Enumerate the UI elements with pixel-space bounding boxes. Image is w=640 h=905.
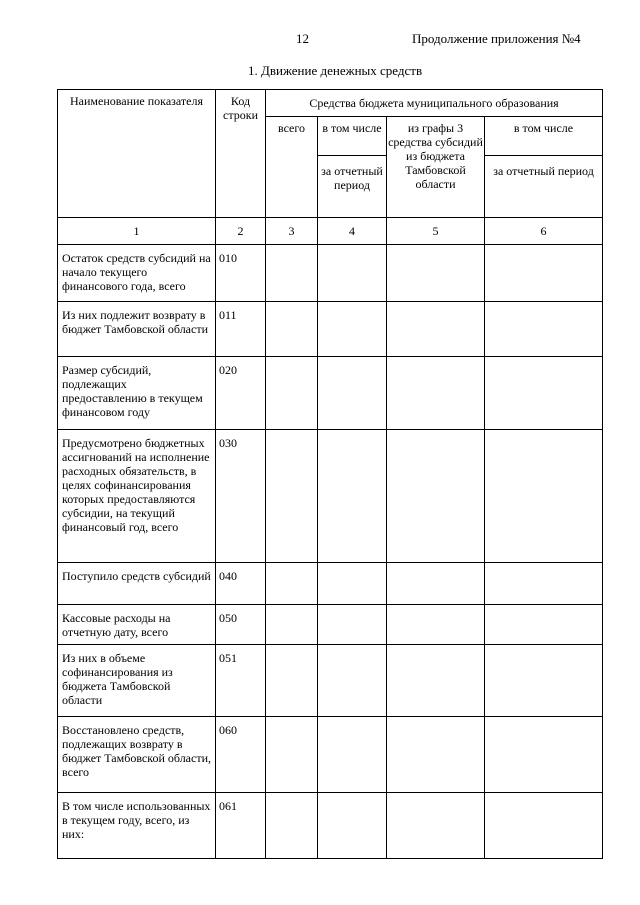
value-cell[interactable]	[266, 245, 318, 302]
value-cell[interactable]	[318, 717, 387, 793]
header-total: всего	[266, 117, 318, 218]
column-number: 5	[387, 218, 485, 245]
section-title: 1. Движение денежных средств	[248, 63, 423, 78]
indicator-name: Поступило средств субсидий	[58, 563, 216, 605]
appendix-continuation-label: Продолжение приложения №4	[412, 31, 581, 46]
value-cell[interactable]	[318, 793, 387, 859]
table-row	[58, 563, 603, 605]
table-row	[58, 357, 603, 430]
value-cell[interactable]	[318, 302, 387, 357]
row-code: 040	[216, 563, 266, 605]
page-number: 12	[296, 31, 309, 46]
value-cell[interactable]	[318, 245, 387, 302]
value-cell[interactable]	[387, 245, 485, 302]
value-cell[interactable]	[266, 563, 318, 605]
table-row	[58, 645, 603, 717]
column-number: 2	[216, 218, 266, 245]
header-municipal-budget-funds: Средства бюджета муниципального образования	[266, 90, 603, 117]
column-number: 6	[485, 218, 603, 245]
cash-flow-table	[57, 89, 603, 859]
table-row	[58, 430, 603, 563]
row-code: 010	[216, 245, 266, 302]
value-cell[interactable]	[485, 717, 603, 793]
value-cell[interactable]	[266, 302, 318, 357]
row-code: 061	[216, 793, 266, 859]
row-code: 011	[216, 302, 266, 357]
header-reporting-period-right: за отчетный период	[485, 156, 603, 218]
value-cell[interactable]	[387, 563, 485, 605]
value-cell[interactable]	[387, 605, 485, 645]
header-reporting-period: за отчетный период	[318, 156, 387, 218]
value-cell[interactable]	[387, 717, 485, 793]
value-cell[interactable]	[387, 793, 485, 859]
value-cell[interactable]	[485, 645, 603, 717]
column-number: 1	[58, 218, 216, 245]
value-cell[interactable]	[266, 717, 318, 793]
value-cell[interactable]	[387, 645, 485, 717]
indicator-name: В том числе использованных в текущем году, всего, из них:	[58, 793, 216, 859]
value-cell[interactable]	[485, 563, 603, 605]
table-row	[58, 245, 603, 302]
value-cell[interactable]	[318, 357, 387, 430]
header-including-right: в том числе	[485, 117, 603, 156]
value-cell[interactable]	[266, 793, 318, 859]
row-code: 051	[216, 645, 266, 717]
value-cell[interactable]	[266, 605, 318, 645]
row-code: 020	[216, 357, 266, 430]
value-cell[interactable]	[318, 563, 387, 605]
indicator-name: Кассовые расходы на отчетную дату, всего	[58, 605, 216, 645]
value-cell[interactable]	[266, 430, 318, 563]
column-number-row	[58, 218, 603, 245]
value-cell[interactable]	[485, 793, 603, 859]
value-cell[interactable]	[318, 645, 387, 717]
value-cell[interactable]	[266, 645, 318, 717]
value-cell[interactable]	[485, 357, 603, 430]
header-including: в том числе	[318, 117, 387, 156]
value-cell[interactable]	[387, 357, 485, 430]
value-cell[interactable]	[485, 302, 603, 357]
value-cell[interactable]	[387, 302, 485, 357]
value-cell[interactable]	[485, 245, 603, 302]
table-row	[58, 605, 603, 645]
value-cell[interactable]	[266, 357, 318, 430]
header-indicator-name: Наименование показателя	[58, 90, 216, 218]
indicator-name: Из них в объеме софинансирования из бюджета Тамбовской области	[58, 645, 216, 717]
value-cell[interactable]	[387, 430, 485, 563]
row-code: 030	[216, 430, 266, 563]
row-code: 060	[216, 717, 266, 793]
indicator-name: Предусмотрено бюджетных ассигнований на исполнение расходных обязательств, в целях софинансирования которых предоставляются субсидии, на текущий финансовый год, всего	[58, 430, 216, 563]
indicator-name: Восстановлено средств, подлежащих возврату в бюджет Тамбовской области, всего	[58, 717, 216, 793]
column-number: 3	[266, 218, 318, 245]
table-row	[58, 717, 603, 793]
header-row-code: Код строки	[216, 90, 266, 218]
column-number: 4	[318, 218, 387, 245]
value-cell[interactable]	[318, 430, 387, 563]
indicator-name: Размер субсидий, подлежащих предоставлению в текущем финансовом году	[58, 357, 216, 430]
header-regional-subsidies: из графы 3 средства субсидий из бюджета Тамбовской области	[387, 117, 485, 218]
table-row	[58, 302, 603, 357]
table-row	[58, 793, 603, 859]
value-cell[interactable]	[318, 605, 387, 645]
value-cell[interactable]	[485, 430, 603, 563]
indicator-name: Из них подлежит возврату в бюджет Тамбовской области	[58, 302, 216, 357]
row-code: 050	[216, 605, 266, 645]
indicator-name: Остаток средств субсидий на начало текущего финансового года, всего	[58, 245, 216, 302]
value-cell[interactable]	[485, 605, 603, 645]
